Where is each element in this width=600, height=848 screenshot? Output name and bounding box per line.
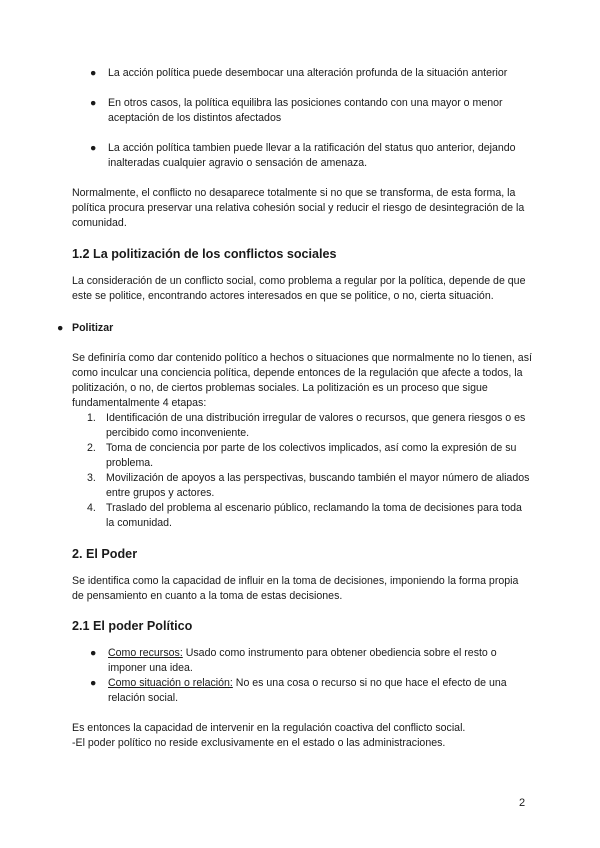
bullet-icon: ● (90, 67, 97, 79)
list-number: 4. (87, 502, 96, 514)
list-item (72, 441, 532, 471)
section-heading-1-2: 1.2 La politización de los conflictos sociales (72, 247, 337, 261)
list-item (72, 96, 532, 126)
list-text: Traslado del problema al escenario público, reclamando la toma de decisiones para toda la comunidad. (106, 502, 522, 529)
poder-bullet-list (72, 646, 532, 706)
page-number: 2 (519, 797, 526, 809)
bullet-term: Como recursos: (108, 647, 183, 659)
list-item (72, 411, 532, 441)
list-text: Toma de conciencia por parte de los colectivos implicados, así como la expresión de su problema. (106, 442, 517, 469)
list-number: 1. (87, 412, 96, 424)
bullet-text: No es una cosa o recurso si no que hace el efecto de una relación social. (108, 677, 507, 704)
paragraph: Se definiría como dar contenido político a hechos o situaciones que normalmente no lo tienen, así como inculcar una conciencia política, depende entonces de la regulación que afecte a todos, la politización, o no, de ciertos problemas sociales. La politización es un proceso que sigue fundamentalmente 4 etapas: (72, 352, 532, 409)
bullet-icon: ● (90, 677, 97, 689)
paragraph: Es entonces la capacidad de intervenir en la regulación coactiva del conflicto social. (72, 722, 466, 734)
list-item (72, 141, 532, 171)
stages-list (72, 411, 532, 531)
list-item (72, 501, 532, 531)
list-item (72, 676, 532, 706)
paragraph: Se identifica como la capacidad de influir en la toma de decisiones, imponiendo la forma propia de pensamiento en cuanto a la toma de estas decisiones. (72, 575, 519, 602)
bullet-icon: ● (90, 97, 97, 109)
bullet-icon: ● (57, 322, 64, 334)
politizar-term (57, 321, 532, 336)
paragraph: Normalmente, el conflicto no desaparece totalmente si no que se transforma, de esta forma, la política procura preservar una relativa cohesión social y reducir el riesgo de desintegración de la comunidad. (72, 187, 525, 229)
section-heading-2: 2. El Poder (72, 547, 138, 561)
bullet-text: La acción política puede desembocar una alteración profunda de la situación anterior (108, 67, 508, 79)
bullet-icon: ● (90, 142, 97, 154)
list-number: 3. (87, 472, 96, 484)
list-number: 2. (87, 442, 96, 454)
document-page (57, 66, 532, 751)
list-item (72, 646, 532, 676)
term-label: Politizar (72, 322, 114, 334)
section-heading-2-1: 2.1 El poder Político (72, 619, 193, 633)
bullet-icon: ● (90, 647, 97, 659)
list-item (72, 471, 532, 501)
bullet-term: Como situación o relación: (108, 677, 233, 689)
list-text: Movilización de apoyos a las perspectivas, buscando también el mayor número de aliados entre grupos y actores. (106, 472, 530, 499)
bullet-text: Usado como instrumento para obtener obediencia sobre el resto o imponer una idea. (108, 647, 497, 674)
paragraph: La consideración de un conflicto social, como problema a regular por la política, depende de que este se politice, encontrando actores interesados en que se politice, o no, cierta situación. (72, 275, 526, 302)
bullet-text: En otros casos, la política equilibra las posiciones contando con una mayor o menor aceptación de los distintos afectados (108, 97, 503, 124)
intro-bullet-list (72, 66, 532, 171)
list-text: Identificación de una distribución irregular de valores o recursos, que genera riesgos o es percibido como inconveniente. (106, 412, 526, 439)
paragraph: -El poder político no reside exclusivamente en el estado o las administraciones. (72, 737, 446, 749)
list-item (72, 66, 532, 81)
bullet-text: La acción política tambien puede llevar a la ratificación del status quo anterior, dejando inalteradas cualquier agravio o sensación de amenaza. (108, 142, 516, 169)
